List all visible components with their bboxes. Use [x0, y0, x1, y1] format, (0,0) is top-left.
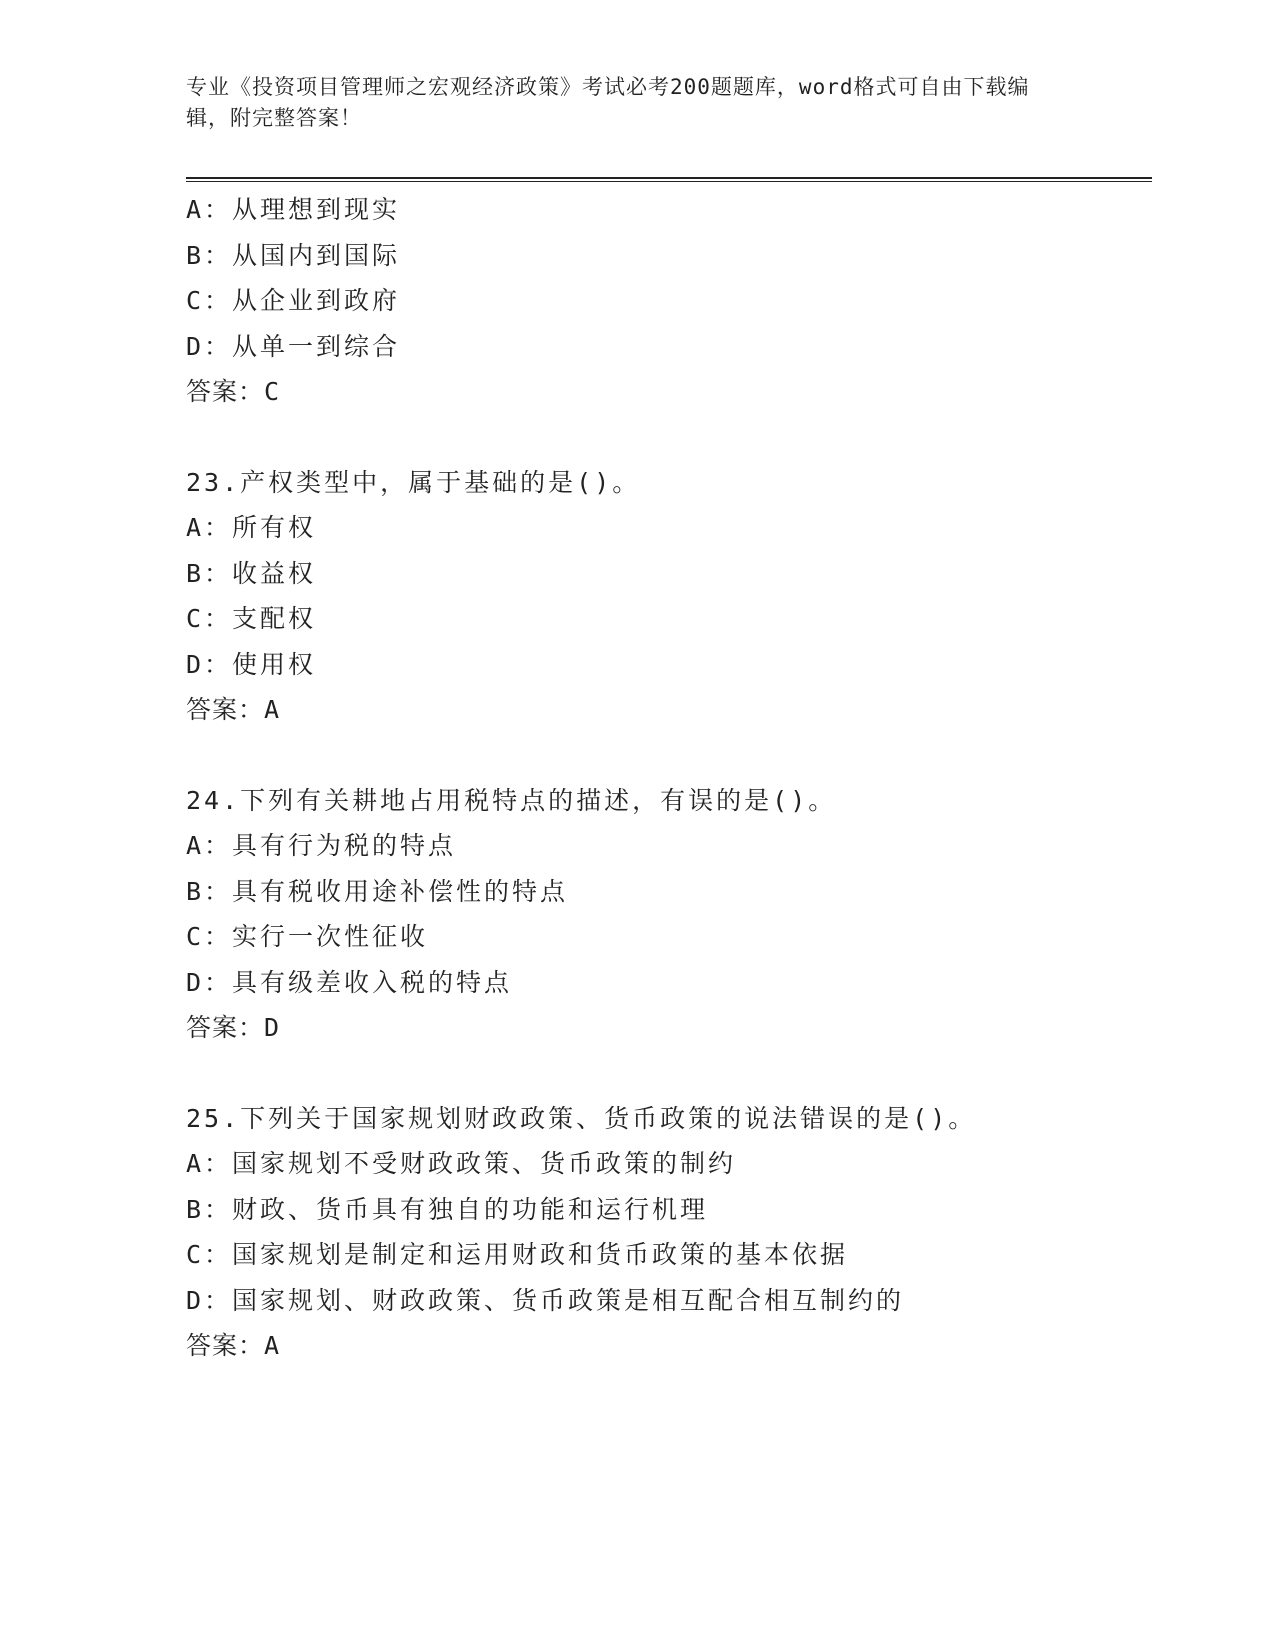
question-block-23 [186, 460, 1166, 733]
option-d: D：国家规划、财政政策、货币政策是相互配合相互制约的 [186, 1285, 905, 1315]
answer-label: 答案： [186, 695, 265, 724]
answer-value: C [264, 377, 281, 406]
answer-label: 答案： [186, 1013, 265, 1042]
option-c: C：国家规划是制定和运用财政和货币政策的基本依据 [186, 1240, 849, 1269]
answer-line [186, 687, 1166, 733]
answer-line [186, 1323, 1166, 1369]
option-d: D：具有级差收入税的特点 [186, 967, 513, 997]
option-b: B：具有税收用途补偿性的特点 [186, 876, 569, 906]
option-c: C：从企业到政府 [186, 286, 401, 315]
question-stem: 24.下列有关耕地占用税特点的描述，有误的是()。 [186, 785, 837, 815]
question-block-prev [186, 187, 1166, 415]
question-block-24 [186, 778, 1166, 1051]
question-stem: 25.下列关于国家规划财政政策、货币政策的说法错误的是()。 [186, 1103, 977, 1133]
option-a: A：具有行为税的特点 [186, 831, 457, 860]
option-b: B：从国内到国际 [186, 240, 401, 270]
option-b: B：财政、货币具有独自的功能和运行机理 [186, 1194, 709, 1224]
option-d: D：从单一到综合 [186, 331, 401, 361]
option-a: A：所有权 [186, 513, 317, 542]
option-d: D：使用权 [186, 649, 317, 679]
answer-value: D [264, 1013, 281, 1042]
question-stem: 23.产权类型中，属于基础的是()。 [186, 467, 641, 497]
option-a: A：国家规划不受财政政策、货币政策的制约 [186, 1149, 737, 1178]
question-list [186, 187, 1166, 1369]
answer-label: 答案： [186, 377, 265, 406]
document-header: 专业《投资项目管理师之宏观经济政策》考试必考200题题库，word格式可自由下载编辑，附完整答案！ [186, 75, 1030, 130]
answer-line [186, 1005, 1166, 1051]
header-divider [186, 177, 1152, 182]
option-b: B：收益权 [186, 558, 317, 588]
option-c: C：支配权 [186, 604, 317, 633]
option-c: C：实行一次性征收 [186, 922, 429, 951]
answer-value: A [264, 1331, 281, 1360]
answer-line [186, 369, 1166, 415]
answer-value: A [264, 695, 281, 724]
question-block-25 [186, 1096, 1166, 1369]
option-a: A：从理想到现实 [186, 195, 401, 224]
answer-label: 答案： [186, 1331, 265, 1360]
